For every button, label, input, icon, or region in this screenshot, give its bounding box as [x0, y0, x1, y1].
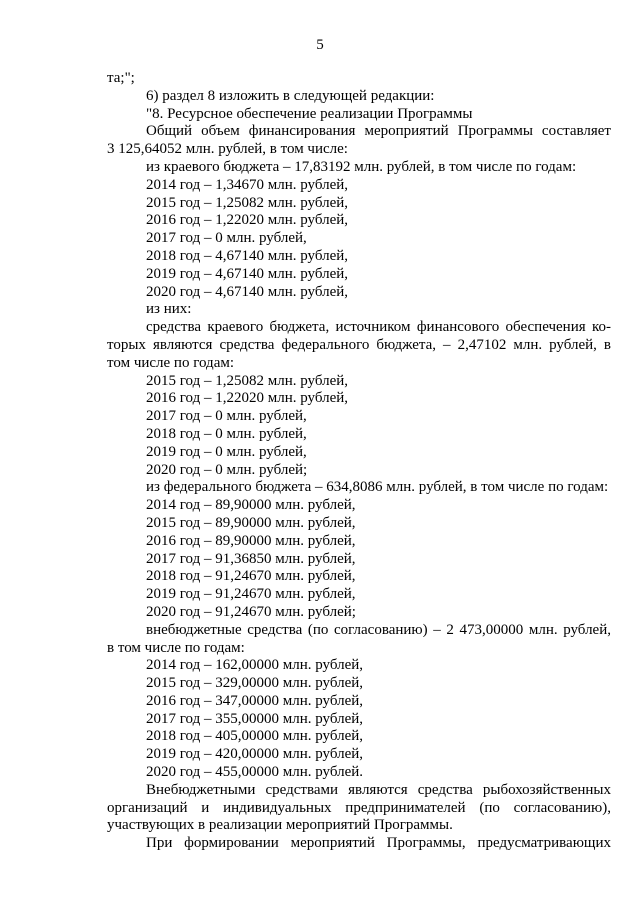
text-line: организаций и индивидуальных предпринимателей (по согласованию),	[107, 799, 611, 816]
text-line: 2017 год – 0 млн. рублей,	[146, 408, 307, 425]
text-line: 2015 год – 1,25082 млн. рублей,	[146, 372, 349, 389]
text-line: Внебюджетными средствами являются средства рыбохозяйственных	[146, 781, 611, 798]
text-line: 2020 год – 4,67140 млн. рублей,	[146, 283, 349, 300]
text-line: 2020 год – 0 млн. рублей;	[146, 461, 308, 478]
text-line: 2017 год – 0 млн. рублей,	[146, 230, 307, 247]
text-line: из краевого бюджета – 17,83192 млн. рублей, в том числе по годам:	[146, 158, 577, 175]
text-line: 2014 год – 162,00000 млн. рублей,	[146, 657, 364, 674]
document-body	[107, 70, 611, 853]
text-line: 2016 год – 1,22020 млн. рублей,	[146, 390, 349, 407]
text-line: 2015 год – 329,00000 млн. рублей,	[146, 675, 364, 692]
text-line: 2016 год – 89,90000 млн. рублей,	[146, 532, 356, 549]
text-line: торых являются средства федерального бюджета, – 2,47102 млн. рублей, в	[107, 336, 611, 353]
text-line: 2015 год – 89,90000 млн. рублей,	[146, 514, 356, 531]
text-line: 2020 год – 91,24670 млн. рублей;	[146, 603, 356, 620]
text-line: 2018 год – 4,67140 млн. рублей,	[146, 247, 349, 264]
text-line: та;";	[107, 70, 135, 86]
text-line: При формировании мероприятий Программы, предусматривающих	[146, 835, 611, 852]
text-line: средства краевого бюджета, источником финансового обеспечения ко-	[146, 319, 611, 336]
text-line: 2019 год – 91,24670 млн. рублей,	[146, 586, 356, 603]
text-line: участвующих в реализации мероприятий Программы.	[107, 817, 453, 834]
text-line: том числе по годам:	[107, 354, 235, 371]
text-line: Общий объем финансирования мероприятий Программы составляет	[146, 123, 611, 140]
text-line: в том числе по годам:	[107, 639, 245, 656]
text-line: 3 125,64052 млн. рублей, в том числе:	[107, 141, 348, 158]
page-number: 5	[316, 37, 324, 53]
text-line: из них:	[146, 301, 192, 318]
text-line: из федерального бюджета – 634,8086 млн. рублей, в том числе по годам:	[146, 479, 609, 496]
text-line: 6) раздел 8 изложить в следующей редакции:	[146, 87, 435, 104]
text-line: 2019 год – 4,67140 млн. рублей,	[146, 265, 349, 282]
text-line: 2015 год – 1,25082 млн. рублей,	[146, 194, 349, 211]
text-line: 2014 год – 89,90000 млн. рублей,	[146, 497, 356, 514]
text-line: 2019 год – 0 млн. рублей,	[146, 443, 307, 460]
text-line: 2018 год – 405,00000 млн. рублей,	[146, 728, 364, 745]
text-line: 2014 год – 1,34670 млн. рублей,	[146, 176, 349, 193]
text-line: "8. Ресурсное обеспечение реализации Программы	[146, 105, 473, 122]
text-line: 2016 год – 1,22020 млн. рублей,	[146, 212, 349, 229]
text-line: 2020 год – 455,00000 млн. рублей.	[146, 764, 364, 781]
text-line: 2018 год – 0 млн. рублей,	[146, 425, 307, 442]
text-line: внебюджетные средства (по согласованию) – 2 473,00000 млн. рублей,	[146, 621, 611, 638]
text-line: 2017 год – 91,36850 млн. рублей,	[146, 550, 356, 567]
text-line: 2018 год – 91,24670 млн. рублей,	[146, 568, 356, 585]
text-line: 2016 год – 347,00000 млн. рублей,	[146, 692, 364, 709]
text-line: 2017 год – 355,00000 млн. рублей,	[146, 710, 364, 727]
text-line: 2019 год – 420,00000 млн. рублей,	[146, 746, 364, 763]
